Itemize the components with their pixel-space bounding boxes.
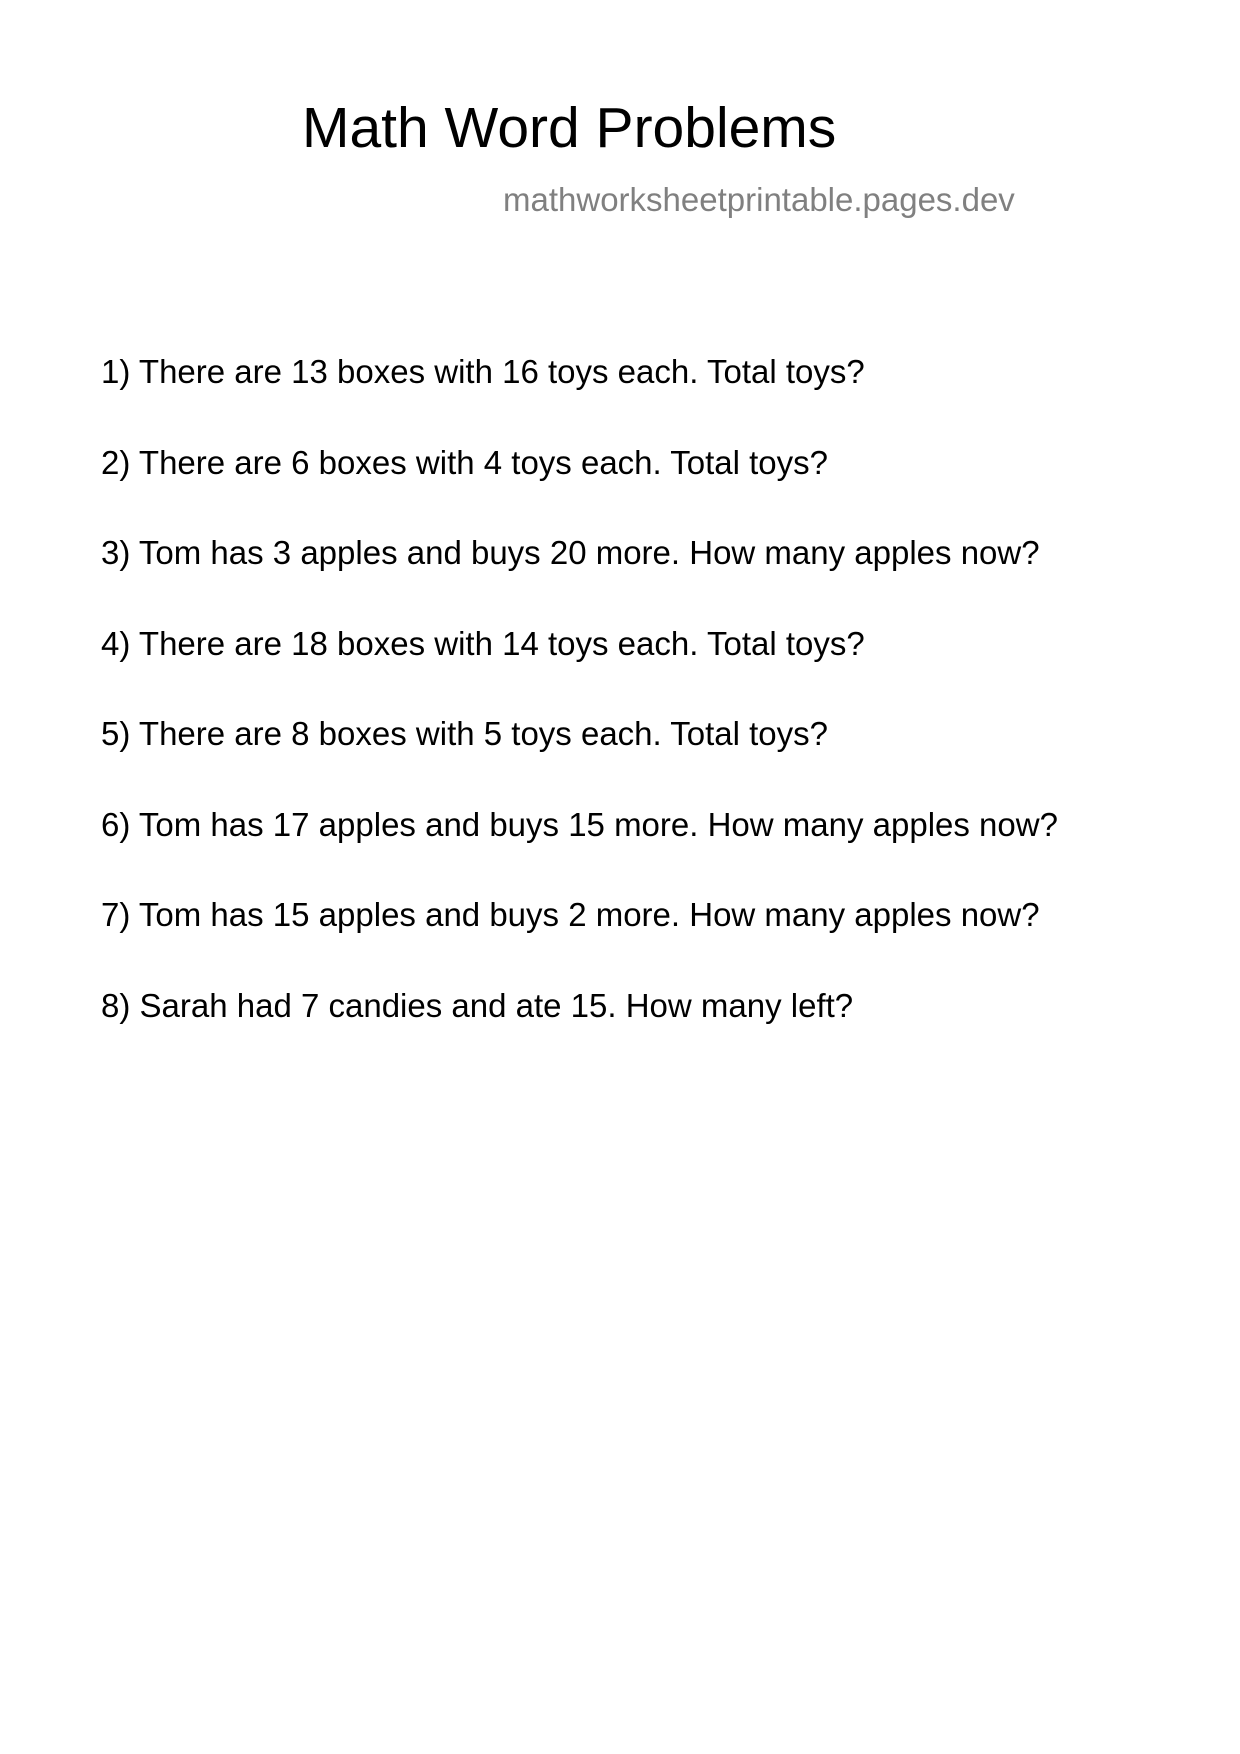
problem-item-3: 3) Tom has 3 apples and buys 20 more. How many apples now? [101, 534, 1040, 571]
problem-item-5: 5) There are 8 boxes with 5 toys each. Total toys? [101, 715, 829, 752]
problem-item-8: 8) Sarah had 7 candies and ate 15. How many left? [101, 986, 854, 1024]
problem-item-7: 7) Tom has 15 apples and buys 2 more. How many apples now? [101, 896, 1040, 933]
page-title: Math Word Problems [302, 96, 837, 160]
problem-item-1: 1) There are 13 boxes with 16 toys each. Total toys? [101, 353, 865, 390]
problem-item-2: 2) There are 6 boxes with 4 toys each. Total toys? [101, 443, 829, 481]
problem-list [101, 352, 1058, 1076]
site-url: mathworksheetprintable.pages.dev [503, 181, 1015, 218]
problem-item-6: 6) Tom has 17 apples and buys 15 more. How many apples now? [101, 805, 1058, 843]
problem-item-4: 4) There are 18 boxes with 14 toys each. Total toys? [101, 624, 865, 662]
